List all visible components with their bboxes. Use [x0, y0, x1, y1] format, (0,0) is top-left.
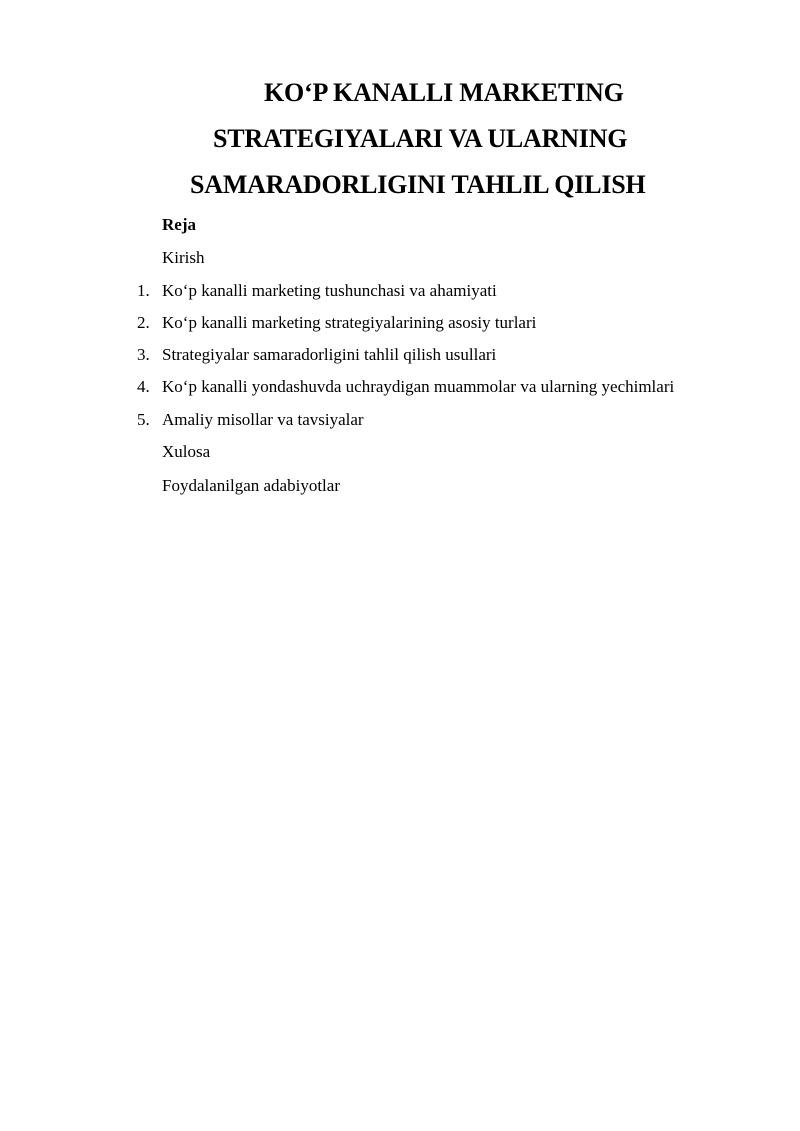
- plan-item-number: 5.: [137, 410, 150, 429]
- plan-list-item: [0, 411, 800, 431]
- plan-item-number: 3.: [137, 345, 150, 364]
- plan-item-text: Ko‘p kanalli marketing strategiyalarining asosiy turlari: [162, 313, 537, 332]
- plan-item-text: Strategiyalar samaradorligini tahlil qilish usullari: [162, 345, 497, 364]
- plan-item-number: 2.: [137, 313, 150, 332]
- plan-list-item: [0, 346, 800, 366]
- plan-item-number: 4.: [137, 377, 150, 396]
- plan-heading: Reja: [162, 215, 196, 234]
- document-title-line-2: STRATEGIYALARI VA ULARNING: [213, 124, 628, 153]
- document-title-line-3: SAMARADORLIGINI TAHLIL QILISH: [190, 170, 646, 199]
- plan-conclusion: Xulosa: [162, 442, 211, 461]
- plan-item-number: 1.: [137, 281, 150, 300]
- plan-list-item: [0, 282, 800, 302]
- plan-intro: Kirish: [162, 248, 205, 267]
- plan-item-text: Ko‘p kanalli marketing tushunchasi va ahamiyati: [162, 281, 497, 300]
- plan-item-text: Amaliy misollar va tavsiyalar: [162, 410, 364, 429]
- document-title-line-1: KO‘P KANALLI MARKETING: [264, 78, 624, 107]
- plan-references: Foydalanilgan adabiyotlar: [162, 476, 340, 495]
- plan-list-item: [0, 378, 800, 398]
- plan-item-text: Ko‘p kanalli yondashuvda uchraydigan muammolar va ularning yechimlari: [162, 377, 675, 396]
- plan-list-item: [0, 314, 800, 334]
